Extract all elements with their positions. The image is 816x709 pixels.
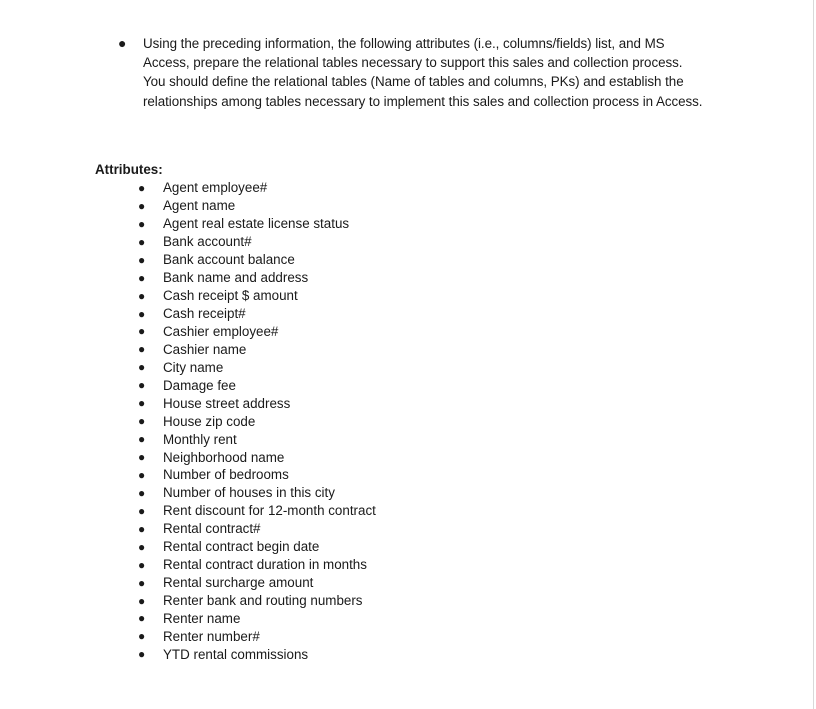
list-item [138, 430, 376, 448]
list-item [138, 233, 376, 251]
list-item [138, 412, 376, 430]
list-item [138, 610, 376, 628]
intro-bullet-item [118, 34, 708, 111]
attribute-label: Cash receipt# [163, 306, 246, 322]
bullet-icon: ● [138, 378, 146, 393]
bullet-icon: ● [138, 575, 146, 590]
list-item [138, 197, 376, 215]
bullet-icon: ● [138, 432, 146, 447]
bullet-icon: ● [118, 35, 127, 51]
attribute-label: Renter name [163, 610, 241, 626]
bullet-icon: ● [138, 252, 146, 267]
list-item [138, 556, 376, 574]
attribute-label: City name [163, 359, 224, 375]
attribute-label: Cashier name [163, 341, 247, 357]
attribute-label: Neighborhood name [163, 449, 285, 465]
attribute-label: House zip code [163, 413, 256, 429]
attribute-label: YTD rental commissions [163, 646, 309, 662]
attribute-label: Renter number# [163, 628, 260, 644]
list-item [138, 538, 376, 556]
attribute-label: Monthly rent [163, 431, 237, 447]
attribute-label: Rental contract# [163, 521, 261, 537]
attribute-label: Number of bedrooms [163, 467, 289, 483]
attribute-label: Cash receipt $ amount [163, 288, 298, 304]
attribute-label: Agent real estate license status [163, 216, 350, 232]
attribute-label: Bank account# [163, 234, 252, 250]
bullet-icon: ● [138, 180, 146, 195]
attribute-label: Rental contract begin date [163, 539, 320, 555]
list-item [138, 340, 376, 358]
bullet-icon: ● [138, 503, 146, 518]
attribute-label: Bank name and address [163, 270, 309, 286]
bullet-icon: ● [138, 557, 146, 572]
attributes-list [138, 179, 376, 663]
list-item [138, 466, 376, 484]
list-item [138, 269, 376, 287]
list-item [138, 394, 376, 412]
bullet-icon: ● [138, 521, 146, 536]
bullet-icon: ● [138, 342, 146, 357]
bullet-icon: ● [138, 485, 146, 500]
attribute-label: Renter bank and routing numbers [163, 593, 363, 609]
bullet-icon: ● [138, 288, 146, 303]
list-item [138, 502, 376, 520]
attribute-label: Bank account balance [163, 252, 295, 268]
bullet-icon: ● [138, 647, 146, 662]
bullet-icon: ● [138, 324, 146, 339]
bullet-icon: ● [138, 396, 146, 411]
list-item [138, 215, 376, 233]
attribute-label: Number of houses in this city [163, 485, 335, 501]
list-item [138, 592, 376, 610]
bullet-icon: ● [138, 629, 146, 644]
bullet-icon: ● [138, 216, 146, 231]
bullet-icon: ● [138, 450, 146, 465]
attribute-label: Agent name [163, 198, 236, 214]
attribute-label: Rent discount for 12-month contract [163, 503, 376, 519]
list-item [138, 376, 376, 394]
list-item [138, 448, 376, 466]
list-item [138, 574, 376, 592]
list-item [138, 627, 376, 645]
list-item [138, 179, 376, 197]
intro-paragraph: Using the preceding information, the following attributes (i.e., columns/fields) list, and MS Access, prepare the relational tables necessary to support this sales and collection process. You should define the relational tables (Name of tables and columns, PKs) and establish the relationships among tables necessary to implement this sales and collection process in Access. [143, 36, 703, 109]
attribute-label: Damage fee [163, 377, 236, 393]
attribute-label: Cashier employee# [163, 323, 279, 339]
bullet-icon: ● [138, 270, 146, 285]
list-item [138, 358, 376, 376]
attribute-label: Agent employee# [163, 180, 268, 196]
attribute-label: Rental contract duration in months [163, 557, 367, 573]
bullet-icon: ● [138, 234, 146, 249]
bullet-icon: ● [138, 306, 146, 321]
bullet-icon: ● [138, 360, 146, 375]
list-item [138, 323, 376, 341]
list-item [138, 251, 376, 269]
attribute-label: House street address [163, 395, 291, 411]
list-item [138, 520, 376, 538]
list-item [138, 305, 376, 323]
bullet-icon: ● [138, 414, 146, 429]
list-item [138, 287, 376, 305]
bullet-icon: ● [138, 593, 146, 608]
list-item [138, 484, 376, 502]
bullet-icon: ● [138, 539, 146, 554]
bullet-icon: ● [138, 611, 146, 626]
bullet-icon: ● [138, 198, 146, 213]
attributes-heading: Attributes: [95, 162, 163, 177]
bullet-icon: ● [138, 467, 146, 482]
attribute-label: Rental surcharge amount [163, 575, 314, 591]
list-item [138, 645, 376, 663]
